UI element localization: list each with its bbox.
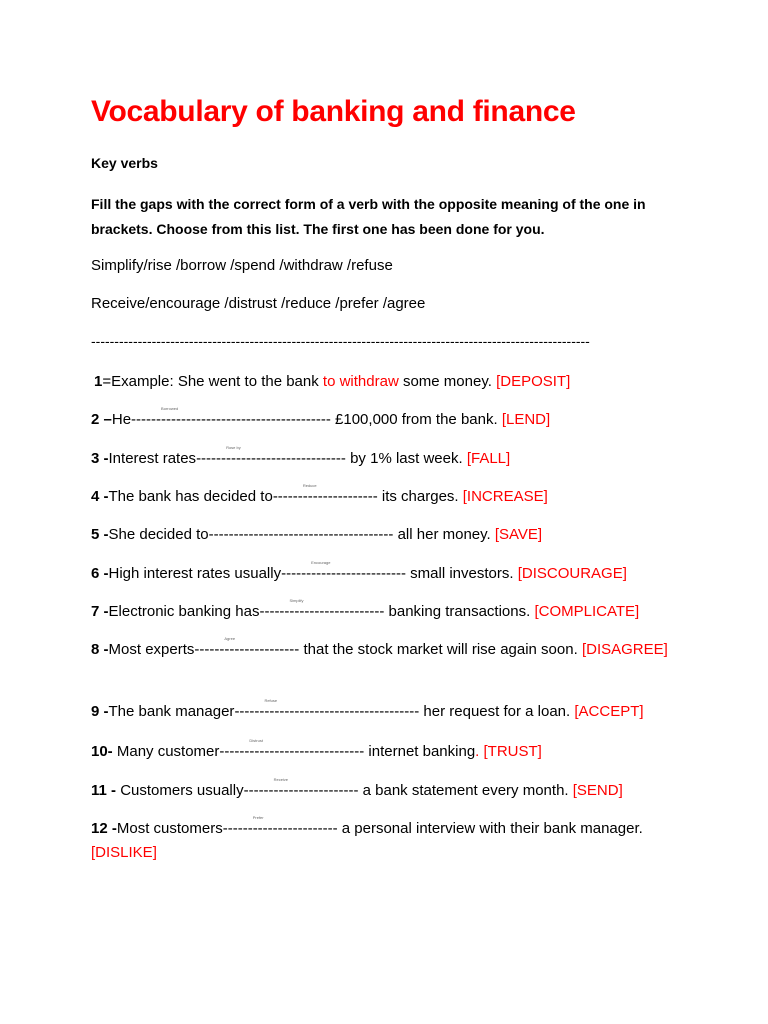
exercise-item bbox=[91, 779, 676, 803]
exercise-text: He bbox=[111, 411, 132, 428]
exercise-text: High interest rates usually bbox=[108, 565, 282, 582]
example-answer: to withdraw bbox=[322, 373, 399, 390]
exercise-text: Most customers bbox=[116, 820, 223, 837]
exercise-text-after: a bank statement every month. bbox=[358, 782, 573, 799]
exercise-number: 4 - bbox=[91, 488, 109, 505]
exercise-item bbox=[91, 562, 676, 586]
bracket-word: [LEND] bbox=[501, 411, 551, 428]
exercise-text-after: all her money. bbox=[393, 526, 495, 543]
answer-gap[interactable]: ------------------------------------- Refuse bbox=[234, 698, 420, 720]
gap-hint: Simplify bbox=[289, 598, 304, 603]
bracket-word: [DISAGREE] bbox=[581, 641, 668, 658]
exercise-number: 12 - bbox=[91, 820, 117, 837]
exercise-number: 5 - bbox=[91, 526, 109, 543]
exercise-text-after: small investors. bbox=[406, 565, 518, 582]
exercise-text: Interest rates bbox=[108, 450, 197, 467]
exercise-text: She decided to bbox=[108, 526, 209, 543]
answer-gap[interactable]: ----------------------- Receive bbox=[243, 777, 359, 799]
exercise-item bbox=[91, 523, 676, 547]
exercise-number: 3 - bbox=[91, 450, 109, 467]
bracket-word: [TRUST] bbox=[483, 743, 542, 760]
exercise-item bbox=[91, 740, 676, 764]
exercise-number: 7 - bbox=[91, 603, 109, 620]
word-list-line: Receive/encourage /distrust /reduce /prefer /agree bbox=[91, 295, 426, 312]
exercise-item bbox=[94, 370, 679, 394]
exercise-text-after: internet banking bbox=[364, 743, 476, 760]
exercise-number: 6 - bbox=[91, 565, 109, 582]
exercise-text-after: that the stock market will rise again soon. bbox=[299, 641, 582, 658]
bracket-word: [COMPLICATE] bbox=[534, 603, 640, 620]
example-label: =Example: bbox=[102, 373, 178, 390]
exercise-item bbox=[91, 600, 676, 624]
answer-gap[interactable]: ------------------------- Encourage bbox=[281, 560, 406, 582]
exercise-text: Electronic banking has bbox=[108, 603, 260, 620]
exercise-text-after: by 1% last week. bbox=[345, 450, 467, 467]
gap-hint: Distrust bbox=[249, 738, 263, 743]
gap-hint: Agree bbox=[224, 636, 236, 641]
exercise-text: The bank manager bbox=[108, 703, 235, 720]
gap-hint: Rose by bbox=[226, 445, 241, 450]
answer-gap[interactable]: --------------------- Reduce bbox=[272, 483, 378, 505]
bracket-word: [SAVE] bbox=[494, 526, 543, 543]
page-title: Vocabulary of banking and finance bbox=[91, 95, 576, 128]
answer-gap[interactable]: ------------------------------ Rose by bbox=[196, 445, 346, 467]
bracket-word: [SEND] bbox=[572, 782, 623, 799]
gap-hint: Prefer bbox=[252, 815, 264, 820]
exercise-text-after: £100,000 from the bank. bbox=[330, 411, 502, 428]
exercise-item bbox=[91, 485, 676, 509]
exercise-text-after: some money. bbox=[398, 373, 497, 390]
exercise-text: Customers usually bbox=[116, 782, 244, 799]
exercise-text-after: banking transactions. bbox=[384, 603, 535, 620]
exercise-item bbox=[91, 700, 676, 724]
gap-hint: Refuse bbox=[264, 698, 278, 703]
bracket-word: [ACCEPT] bbox=[574, 703, 644, 720]
bracket-word: [FALL] bbox=[466, 450, 511, 467]
bracket-word: [DISLIKE] bbox=[91, 844, 157, 861]
divider-line: ----------------------------------------------------------------------------------------------------------- bbox=[91, 333, 590, 349]
exercise-item bbox=[91, 817, 676, 865]
gap-hint: Reduce bbox=[302, 483, 317, 488]
exercise-text: The bank has decided to bbox=[108, 488, 273, 505]
bracket-word: [DISCOURAGE] bbox=[517, 565, 627, 582]
gap-hint: Receive bbox=[273, 777, 289, 782]
exercise-text: She went to the bank bbox=[177, 373, 323, 390]
exercise-number: 2 – bbox=[91, 411, 112, 428]
gap-hint: Borrowed bbox=[161, 406, 179, 411]
bracket-word: [DEPOSIT] bbox=[496, 373, 571, 390]
exercise-number: 1 bbox=[94, 373, 103, 390]
section-subtitle: Key verbs bbox=[91, 155, 158, 171]
exercise-text-after: her request for a loan. bbox=[419, 703, 575, 720]
answer-gap[interactable]: ----------------------- Prefer bbox=[222, 815, 338, 837]
exercise-text-after: a personal interview with their bank manager. bbox=[337, 820, 643, 837]
period-mark: . bbox=[475, 743, 484, 760]
word-list-line: Simplify/rise /borrow /spend /withdraw /refuse bbox=[91, 257, 393, 274]
answer-gap[interactable]: ------------------------------------- bbox=[208, 526, 394, 543]
exercise-item bbox=[91, 447, 676, 471]
exercise-text: Most experts bbox=[108, 641, 195, 658]
exercise-number: 8 - bbox=[91, 641, 109, 658]
exercise-text: Many customer bbox=[112, 743, 220, 760]
gap-hint: Encourage bbox=[311, 560, 331, 565]
exercise-number: 9 - bbox=[91, 703, 109, 720]
exercise-item bbox=[91, 408, 676, 432]
answer-gap[interactable]: ---------------------------------------- Borrowed bbox=[131, 406, 331, 428]
exercise-number: 11 - bbox=[91, 782, 117, 799]
exercise-item bbox=[91, 638, 676, 662]
answer-gap[interactable]: ----------------------------- Distrust bbox=[219, 738, 365, 760]
instructions: Fill the gaps with the correct form of a verb with the opposite meaning of the one in brackets. Choose from this list. The first one has been done for you. bbox=[91, 196, 646, 237]
bracket-word: [INCREASE] bbox=[462, 488, 548, 505]
answer-gap[interactable]: --------------------- Agree bbox=[194, 636, 300, 658]
answer-gap[interactable]: ------------------------- Simplify bbox=[259, 598, 385, 620]
exercise-number: 10- bbox=[91, 743, 113, 760]
exercise-text-after: its charges. bbox=[377, 488, 463, 505]
